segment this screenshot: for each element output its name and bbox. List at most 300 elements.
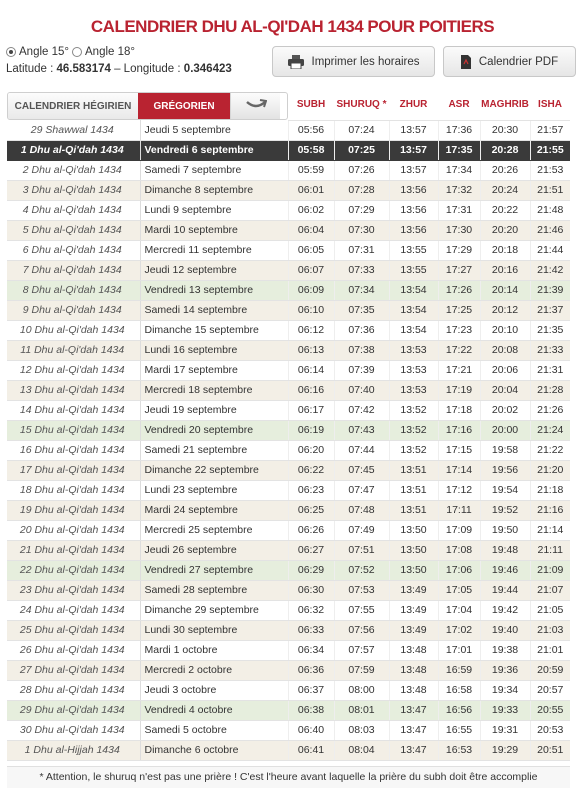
table-row [7, 580, 570, 600]
table-row [7, 360, 570, 380]
hijri-date: 28 Dhu al-Qi'dah 1434 [7, 680, 140, 700]
hijri-date: 20 Dhu al-Qi'dah 1434 [7, 520, 140, 540]
print-button[interactable] [272, 46, 435, 77]
subh-time: 06:20 [288, 440, 334, 460]
maghrib-time: 20:24 [480, 180, 530, 200]
maghrib-time: 20:00 [480, 420, 530, 440]
gregorian-date: Mardi 17 septembre [140, 360, 288, 380]
isha-time: 21:05 [530, 600, 570, 620]
hijri-date: 8 Dhu al-Qi'dah 1434 [7, 280, 140, 300]
maghrib-time: 20:22 [480, 200, 530, 220]
maghrib-time: 20:02 [480, 400, 530, 420]
subh-time: 06:09 [288, 280, 334, 300]
col-asr: ASR [438, 90, 480, 120]
table-header [7, 90, 570, 120]
hijri-date: 13 Dhu al-Qi'dah 1434 [7, 380, 140, 400]
asr-time: 17:21 [438, 360, 480, 380]
asr-time: 17:34 [438, 160, 480, 180]
asr-time: 17:32 [438, 180, 480, 200]
gregorian-date: Vendredi 27 septembre [140, 560, 288, 580]
isha-time: 21:09 [530, 560, 570, 580]
subh-time: 06:07 [288, 260, 334, 280]
subh-time: 06:02 [288, 200, 334, 220]
maghrib-time: 19:54 [480, 480, 530, 500]
isha-time: 21:16 [530, 500, 570, 520]
shuruq-time: 07:25 [334, 140, 389, 160]
table-row [7, 260, 570, 280]
angle-18-radio[interactable] [72, 47, 82, 57]
maghrib-time: 20:28 [480, 140, 530, 160]
gregorian-date: Jeudi 5 septembre [140, 120, 288, 140]
zhur-time: 13:47 [389, 720, 438, 740]
table-row [7, 320, 570, 340]
maghrib-time: 19:46 [480, 560, 530, 580]
hijri-date: 2 Dhu al-Qi'dah 1434 [7, 160, 140, 180]
isha-time: 21:51 [530, 180, 570, 200]
hijri-date: 25 Dhu al-Qi'dah 1434 [7, 620, 140, 640]
shuruq-time: 07:53 [334, 580, 389, 600]
gregorian-date: Samedi 7 septembre [140, 160, 288, 180]
asr-time: 17:18 [438, 400, 480, 420]
col-shuruq: SHURUQ * [334, 90, 389, 120]
isha-time: 21:35 [530, 320, 570, 340]
table-row [7, 380, 570, 400]
gregorian-date: Samedi 5 octobre [140, 720, 288, 740]
pdf-file-icon [461, 55, 471, 69]
asr-time: 17:01 [438, 640, 480, 660]
maghrib-time: 20:06 [480, 360, 530, 380]
asr-time: 17:35 [438, 140, 480, 160]
shuruq-time: 08:04 [334, 740, 389, 760]
shuruq-time: 07:29 [334, 200, 389, 220]
shuruq-time: 07:39 [334, 360, 389, 380]
table-row [7, 300, 570, 320]
gregorian-date: Dimanche 15 septembre [140, 320, 288, 340]
shuruq-time: 07:34 [334, 280, 389, 300]
angle-15-option[interactable] [6, 46, 69, 58]
subh-time: 06:01 [288, 180, 334, 200]
shuruq-time: 07:38 [334, 340, 389, 360]
isha-time: 21:31 [530, 360, 570, 380]
subh-time: 06:32 [288, 600, 334, 620]
isha-time: 21:20 [530, 460, 570, 480]
gregorian-date: Jeudi 12 septembre [140, 260, 288, 280]
table-row [7, 600, 570, 620]
page-title: CALENDRIER DHU AL-QI'DAH 1434 POUR POITIERS [90, 17, 495, 36]
hijri-date: 10 Dhu al-Qi'dah 1434 [7, 320, 140, 340]
isha-time: 21:57 [530, 120, 570, 140]
hijri-date: 6 Dhu al-Qi'dah 1434 [7, 240, 140, 260]
zhur-time: 13:48 [389, 660, 438, 680]
shuruq-time: 07:48 [334, 500, 389, 520]
pdf-button[interactable] [443, 46, 576, 77]
asr-time: 17:25 [438, 300, 480, 320]
maghrib-time: 20:10 [480, 320, 530, 340]
asr-time: 17:31 [438, 200, 480, 220]
isha-time: 21:48 [530, 200, 570, 220]
hijri-date: 22 Dhu al-Qi'dah 1434 [7, 560, 140, 580]
gregorian-date: Lundi 16 septembre [140, 340, 288, 360]
zhur-time: 13:51 [389, 480, 438, 500]
subh-time: 06:17 [288, 400, 334, 420]
table-row [7, 180, 570, 200]
subh-time: 05:56 [288, 120, 334, 140]
zhur-time: 13:53 [389, 340, 438, 360]
subh-time: 06:10 [288, 300, 334, 320]
isha-time: 20:51 [530, 740, 570, 760]
isha-time: 20:57 [530, 680, 570, 700]
table-row [7, 460, 570, 480]
subh-time: 06:16 [288, 380, 334, 400]
asr-time: 17:27 [438, 260, 480, 280]
hijri-date: 4 Dhu al-Qi'dah 1434 [7, 200, 140, 220]
shuruq-time: 07:42 [334, 400, 389, 420]
zhur-time: 13:50 [389, 560, 438, 580]
isha-time: 21:11 [530, 540, 570, 560]
table-row [7, 420, 570, 440]
shuruq-time: 08:03 [334, 720, 389, 740]
tab-hijri[interactable]: CALENDRIER HÉGIRIEN [8, 93, 138, 119]
zhur-time: 13:52 [389, 420, 438, 440]
zhur-time: 13:57 [389, 160, 438, 180]
table-row [7, 480, 570, 500]
isha-time: 21:46 [530, 220, 570, 240]
shuruq-time: 07:47 [334, 480, 389, 500]
gregorian-date: Dimanche 22 septembre [140, 460, 288, 480]
shuruq-time: 07:24 [334, 120, 389, 140]
maghrib-time: 19:33 [480, 700, 530, 720]
subh-time: 06:37 [288, 680, 334, 700]
isha-time: 21:55 [530, 140, 570, 160]
shuruq-time: 07:49 [334, 520, 389, 540]
asr-time: 16:58 [438, 680, 480, 700]
col-isha: ISHA [530, 90, 570, 120]
table-row [7, 680, 570, 700]
table-row [7, 440, 570, 460]
zhur-time: 13:54 [389, 280, 438, 300]
zhur-time: 13:49 [389, 580, 438, 600]
maghrib-time: 19:40 [480, 620, 530, 640]
table-row [7, 620, 570, 640]
subh-time: 06:12 [288, 320, 334, 340]
maghrib-time: 20:26 [480, 160, 530, 180]
gregorian-date: Vendredi 6 septembre [140, 140, 288, 160]
isha-time: 21:01 [530, 640, 570, 660]
zhur-time: 13:53 [389, 360, 438, 380]
zhur-time: 13:53 [389, 380, 438, 400]
gregorian-date: Lundi 23 septembre [140, 480, 288, 500]
subh-time: 06:22 [288, 460, 334, 480]
isha-time: 21:18 [530, 480, 570, 500]
asr-time: 17:08 [438, 540, 480, 560]
shuruq-time: 07:52 [334, 560, 389, 580]
zhur-time: 13:49 [389, 600, 438, 620]
maghrib-time: 19:42 [480, 600, 530, 620]
maghrib-time: 19:56 [480, 460, 530, 480]
isha-time: 21:14 [530, 520, 570, 540]
subh-time: 06:04 [288, 220, 334, 240]
subh-time: 05:59 [288, 160, 334, 180]
isha-time: 21:33 [530, 340, 570, 360]
angle-15-label: Angle 15° [19, 46, 69, 58]
calendar-switch [7, 92, 288, 120]
subh-time: 06:34 [288, 640, 334, 660]
zhur-time: 13:55 [389, 260, 438, 280]
asr-time: 17:23 [438, 320, 480, 340]
isha-time: 21:26 [530, 400, 570, 420]
isha-time: 21:28 [530, 380, 570, 400]
subh-time: 06:23 [288, 480, 334, 500]
pdf-button-label: Calendrier PDF [478, 55, 559, 68]
table-row [7, 220, 570, 240]
table-row [7, 340, 570, 360]
maghrib-time: 20:08 [480, 340, 530, 360]
hijri-date: 27 Dhu al-Qi'dah 1434 [7, 660, 140, 680]
asr-time: 17:12 [438, 480, 480, 500]
table-row [7, 720, 570, 740]
angle-18-option[interactable] [72, 46, 135, 58]
isha-time: 21:24 [530, 420, 570, 440]
shuruq-time: 07:56 [334, 620, 389, 640]
table-row [7, 520, 570, 540]
gregorian-date: Jeudi 3 octobre [140, 680, 288, 700]
longitude-label: – Longitude : [110, 63, 184, 75]
asr-time: 17:05 [438, 580, 480, 600]
gregorian-date: Mardi 10 septembre [140, 220, 288, 240]
maghrib-time: 20:14 [480, 280, 530, 300]
isha-time: 21:37 [530, 300, 570, 320]
subh-time: 06:30 [288, 580, 334, 600]
subh-time: 06:26 [288, 520, 334, 540]
maghrib-time: 19:34 [480, 680, 530, 700]
hijri-date: 29 Shawwal 1434 [7, 120, 140, 140]
isha-time: 20:53 [530, 720, 570, 740]
asr-time: 16:56 [438, 700, 480, 720]
gregorian-date: Jeudi 19 septembre [140, 400, 288, 420]
gregorian-date: Mardi 1 octobre [140, 640, 288, 660]
zhur-time: 13:54 [389, 300, 438, 320]
zhur-time: 13:54 [389, 320, 438, 340]
zhur-time: 13:52 [389, 400, 438, 420]
shuruq-time: 07:35 [334, 300, 389, 320]
subh-time: 06:14 [288, 360, 334, 380]
subh-time: 06:19 [288, 420, 334, 440]
footnote: * Attention, le shuruq n'est pas une prière ! C'est l'heure avant laquelle la prière du subh doit être accomplie [7, 766, 570, 788]
toggle-button[interactable] [230, 93, 280, 119]
printer-icon [288, 55, 304, 69]
zhur-time: 13:48 [389, 640, 438, 660]
asr-time: 17:30 [438, 220, 480, 240]
zhur-time: 13:51 [389, 460, 438, 480]
table-row [7, 280, 570, 300]
asr-time: 17:09 [438, 520, 480, 540]
maghrib-time: 19:44 [480, 580, 530, 600]
gregorian-date: Dimanche 8 septembre [140, 180, 288, 200]
asr-time: 17:15 [438, 440, 480, 460]
isha-time: 21:44 [530, 240, 570, 260]
gregorian-date: Mercredi 18 septembre [140, 380, 288, 400]
table-row [7, 500, 570, 520]
subh-time: 06:25 [288, 500, 334, 520]
shuruq-time: 08:01 [334, 700, 389, 720]
asr-time: 16:55 [438, 720, 480, 740]
shuruq-time: 07:40 [334, 380, 389, 400]
hijri-date: 9 Dhu al-Qi'dah 1434 [7, 300, 140, 320]
gregorian-date: Mercredi 11 septembre [140, 240, 288, 260]
shuruq-time: 07:28 [334, 180, 389, 200]
gregorian-date: Mardi 24 septembre [140, 500, 288, 520]
maghrib-time: 20:04 [480, 380, 530, 400]
isha-time: 20:55 [530, 700, 570, 720]
hijri-date: 11 Dhu al-Qi'dah 1434 [7, 340, 140, 360]
col-subh: SUBH [288, 90, 334, 120]
zhur-time: 13:52 [389, 440, 438, 460]
hijri-date: 29 Dhu al-Qi'dah 1434 [7, 700, 140, 720]
zhur-time: 13:57 [389, 120, 438, 140]
maghrib-time: 19:36 [480, 660, 530, 680]
maghrib-time: 20:16 [480, 260, 530, 280]
col-maghrib: MAGHRIB [480, 90, 530, 120]
angle-15-radio[interactable] [6, 47, 16, 57]
hijri-date: 7 Dhu al-Qi'dah 1434 [7, 260, 140, 280]
hijri-date: 19 Dhu al-Qi'dah 1434 [7, 500, 140, 520]
zhur-time: 13:57 [389, 140, 438, 160]
zhur-time: 13:56 [389, 220, 438, 240]
zhur-time: 13:56 [389, 200, 438, 220]
isha-time: 21:22 [530, 440, 570, 460]
gregorian-date: Mercredi 2 octobre [140, 660, 288, 680]
isha-time: 21:03 [530, 620, 570, 640]
hijri-date: 16 Dhu al-Qi'dah 1434 [7, 440, 140, 460]
latitude-value: 46.583174 [56, 63, 111, 75]
gregorian-date: Samedi 14 septembre [140, 300, 288, 320]
hijri-date: 15 Dhu al-Qi'dah 1434 [7, 420, 140, 440]
maghrib-time: 19:29 [480, 740, 530, 760]
isha-time: 21:07 [530, 580, 570, 600]
zhur-time: 13:56 [389, 180, 438, 200]
gregorian-date: Dimanche 6 octobre [140, 740, 288, 760]
gregorian-date: Samedi 28 septembre [140, 580, 288, 600]
subh-time: 05:58 [288, 140, 334, 160]
shuruq-time: 07:57 [334, 640, 389, 660]
curved-arrow-icon [245, 98, 267, 115]
hijri-date: 17 Dhu al-Qi'dah 1434 [7, 460, 140, 480]
table-row [7, 640, 570, 660]
asr-time: 17:36 [438, 120, 480, 140]
maghrib-time: 19:31 [480, 720, 530, 740]
hijri-date: 14 Dhu al-Qi'dah 1434 [7, 400, 140, 420]
zhur-time: 13:51 [389, 500, 438, 520]
shuruq-time: 07:33 [334, 260, 389, 280]
isha-time: 21:53 [530, 160, 570, 180]
hijri-date: 5 Dhu al-Qi'dah 1434 [7, 220, 140, 240]
asr-time: 17:06 [438, 560, 480, 580]
asr-time: 17:19 [438, 380, 480, 400]
table-row [7, 160, 570, 180]
asr-time: 17:14 [438, 460, 480, 480]
hijri-date: 1 Dhu al-Qi'dah 1434 [7, 140, 140, 160]
shuruq-time: 07:43 [334, 420, 389, 440]
maghrib-time: 19:50 [480, 520, 530, 540]
maghrib-time: 19:52 [480, 500, 530, 520]
prayer-times-table [7, 90, 570, 761]
asr-time: 17:22 [438, 340, 480, 360]
gregorian-date: Dimanche 29 septembre [140, 600, 288, 620]
col-zhur: ZHUR [389, 90, 438, 120]
shuruq-time: 07:44 [334, 440, 389, 460]
gregorian-date: Jeudi 26 septembre [140, 540, 288, 560]
maghrib-time: 20:30 [480, 120, 530, 140]
subh-time: 06:13 [288, 340, 334, 360]
latitude-label: Latitude : [6, 63, 57, 75]
hijri-date: 12 Dhu al-Qi'dah 1434 [7, 360, 140, 380]
asr-time: 17:16 [438, 420, 480, 440]
hijri-date: 21 Dhu al-Qi'dah 1434 [7, 540, 140, 560]
maghrib-time: 20:20 [480, 220, 530, 240]
angle-selector [6, 46, 138, 58]
tab-gregorian[interactable]: GRÉGORIEN [138, 93, 230, 119]
isha-time: 20:59 [530, 660, 570, 680]
table-row [7, 200, 570, 220]
subh-time: 06:40 [288, 720, 334, 740]
zhur-time: 13:50 [389, 540, 438, 560]
gregorian-date: Lundi 9 septembre [140, 200, 288, 220]
subh-time: 06:29 [288, 560, 334, 580]
hijri-date: 23 Dhu al-Qi'dah 1434 [7, 580, 140, 600]
asr-time: 16:59 [438, 660, 480, 680]
maghrib-time: 20:12 [480, 300, 530, 320]
shuruq-time: 07:51 [334, 540, 389, 560]
shuruq-time: 07:30 [334, 220, 389, 240]
subh-time: 06:27 [288, 540, 334, 560]
subh-time: 06:33 [288, 620, 334, 640]
gregorian-date: Vendredi 20 septembre [140, 420, 288, 440]
coordinates [6, 63, 232, 75]
table-row [7, 700, 570, 720]
maghrib-time: 19:38 [480, 640, 530, 660]
hijri-date: 26 Dhu al-Qi'dah 1434 [7, 640, 140, 660]
asr-time: 17:02 [438, 620, 480, 640]
gregorian-date: Mercredi 25 septembre [140, 520, 288, 540]
subh-time: 06:36 [288, 660, 334, 680]
hijri-date: 3 Dhu al-Qi'dah 1434 [7, 180, 140, 200]
hijri-date: 1 Dhu al-Hijjah 1434 [7, 740, 140, 760]
angle-18-label: Angle 18° [85, 46, 135, 58]
hijri-date: 18 Dhu al-Qi'dah 1434 [7, 480, 140, 500]
asr-time: 17:04 [438, 600, 480, 620]
subh-time: 06:05 [288, 240, 334, 260]
table-row-today [7, 140, 570, 160]
hijri-date: 24 Dhu al-Qi'dah 1434 [7, 600, 140, 620]
table-row [7, 540, 570, 560]
gregorian-date: Lundi 30 septembre [140, 620, 288, 640]
shuruq-time: 08:00 [334, 680, 389, 700]
table-row [7, 660, 570, 680]
table-row [7, 740, 570, 760]
zhur-time: 13:47 [389, 700, 438, 720]
asr-time: 16:53 [438, 740, 480, 760]
table-row [7, 400, 570, 420]
table-row [7, 560, 570, 580]
subh-time: 06:41 [288, 740, 334, 760]
zhur-time: 13:48 [389, 680, 438, 700]
shuruq-time: 07:36 [334, 320, 389, 340]
gregorian-date: Samedi 21 septembre [140, 440, 288, 460]
asr-time: 17:26 [438, 280, 480, 300]
gregorian-date: Vendredi 4 octobre [140, 700, 288, 720]
hijri-date: 30 Dhu al-Qi'dah 1434 [7, 720, 140, 740]
maghrib-time: 19:58 [480, 440, 530, 460]
